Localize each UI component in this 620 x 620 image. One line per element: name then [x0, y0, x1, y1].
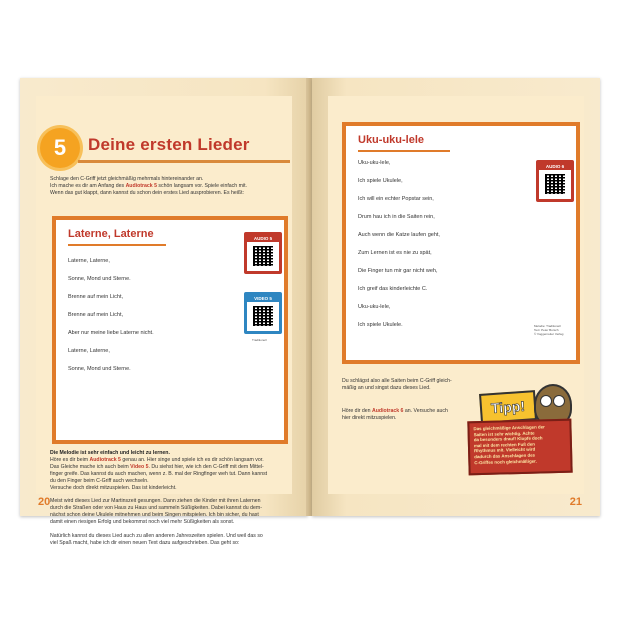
lyric-line: Laterne, Laterne,: [68, 348, 110, 354]
chapter-number: 5: [53, 135, 67, 160]
melody-heading: Die Melodie ist sehr einfach und leicht zu lernen.: [50, 450, 170, 456]
qr-code-icon: [545, 174, 565, 194]
qr-code-icon: [253, 246, 273, 266]
intro-text: Schlage den C-Griff jetzt gleichmäßig mehrmals hintereinander an. Ich mache es dir am Anfang des Audiotrack 5 schön langsam vor. Spiele einfach mit. Wenn das gut klappt, dann kannst du schon dein erstes Lied ausprobieren. Es heißt:: [50, 176, 247, 196]
right-page: [312, 78, 600, 516]
chapter-number-badge: [40, 128, 80, 168]
paragraph-martinszeit: Meist wird dieses Lied zur Martinszeit gesungen. Dann ziehen die Kinder mit ihren Laternen durch die Straßen oder von Haus zu Haus und sammeln Süßigkeiten. Dabei kannst du dem- nächst schon deine Ukulele mitnehmen und beim Singen mitspielen. Ich bin sicher, du hast damit einen riesigen Erfolg und bekommst noch viel mehr Süßigkeiten als sonst.: [50, 498, 262, 525]
lyric-line: Brenne auf mein Licht,: [68, 312, 124, 318]
song-title-underline: [68, 244, 166, 246]
song-box-uku-uku-lele: [342, 122, 580, 364]
tipp-box: Das gleichmäßige Anschlagen der Saiten ist sehr wichtig. Achte da besonders drauf! Klopfe doch mal mit dem rechten Fuß den Rhythmus mit. Vielleicht wird dadurch das Anschlagen des C-Griffes noch gleichmäßiger.: [467, 419, 572, 476]
lyric-line: Auch wenn die Katze laufen geht,: [358, 232, 440, 238]
song-title-underline: [358, 150, 450, 152]
text-audiotrack-6: Höre dir den Audiotrack 6 an. Versuche auch hier direkt mitzuspielen.: [342, 408, 448, 421]
chapter-title: Deine ersten Lieder: [88, 135, 250, 154]
lyric-line: Uku-uku-lele,: [358, 304, 391, 310]
lyric-line: Die Finger tun mir gar nicht weh,: [358, 268, 438, 274]
song-credit: Melodie: Traditionell Text: Peter Bursch © Voggenreiter Verlag: [534, 324, 564, 336]
lyric-line: Ich greif das kinderleichte C.: [358, 286, 428, 292]
paragraph-jahreszeiten: Natürlich kannst du dieses Lied auch zu allen anderen Jahreszeiten spielen. Und weil das so viel Spaß macht, habe ich dir einen neuen Text dazu aufgeschrieben. Das geht so:: [50, 533, 263, 546]
open-book: [20, 78, 600, 546]
lyric-line: Aber nur meine liebe Laterne nicht.: [68, 330, 154, 336]
lyric-line: Ich spiele Ukulele.: [358, 322, 403, 328]
audio-5-qr-card[interactable]: [244, 232, 282, 274]
audiotrack-link[interactable]: Audiotrack 5: [89, 457, 121, 463]
audiotrack-link[interactable]: Audiotrack 6: [372, 408, 404, 414]
qr-code-icon: [253, 306, 273, 326]
left-page: [20, 78, 308, 546]
song-title: Uku-uku-lele: [358, 134, 425, 146]
lyric-line: Uku-uku-lele,: [358, 160, 391, 166]
text-gleichmaessig: Du schlägst also alle Saiten beim C-Griff gleich- mäßig an und singst dazu dieses Lied.: [342, 378, 452, 391]
melody-section: Die Melodie ist sehr einfach und leicht zu lernen. Höre es dir beim Audiotrack 5 genau an. Hier singe und spiele ich es dir schön langsam vor. Das Gleiche mache ich auch beim Video 5. Du siehst hier, wie ich den C-Griff mit dem Mittel- finger greife. Das kannst du auch machen, wenn z. B. mal der Ringfinger weh tut. Dann kannst du den Finger beim C-Griff auch wechseln. Versuche doch direkt mitzuspielen. Das ist kinderleicht.: [50, 450, 294, 492]
lyric-line: Sonne, Mond und Sterne.: [68, 366, 131, 372]
lyric-line: Ich will ein echter Popstar sein,: [358, 196, 434, 202]
video-label: VIDEO 5: [247, 295, 279, 302]
audiotrack-link[interactable]: Audiotrack 5: [125, 183, 157, 189]
song-credit: Traditionell: [252, 338, 267, 342]
audio-6-qr-card[interactable]: [536, 160, 574, 202]
lyric-line: Laterne, Laterne,: [68, 258, 110, 264]
song-title: Laterne, Laterne: [68, 228, 154, 240]
tipp-label: Tipp!: [490, 397, 526, 417]
audio-label: AUDIO 5: [247, 235, 279, 242]
song-box-laterne: [52, 216, 288, 444]
lyric-line: Brenne auf mein Licht,: [68, 294, 124, 300]
page-number: 20: [38, 496, 51, 508]
video-link[interactable]: Video 5: [130, 464, 149, 470]
audio-label: AUDIO 6: [539, 163, 571, 170]
page-number: 21: [569, 496, 582, 508]
lyric-line: Ich spiele Ukulele,: [358, 178, 403, 184]
title-underline: [78, 160, 290, 163]
lyric-line: Sonne, Mond und Sterne.: [68, 276, 131, 282]
lyric-line: Zum Lernen ist es nie zu spät,: [358, 250, 432, 256]
lyric-line: Drum hau ich in die Saiten rein,: [358, 214, 435, 220]
video-5-qr-card[interactable]: [244, 292, 282, 334]
